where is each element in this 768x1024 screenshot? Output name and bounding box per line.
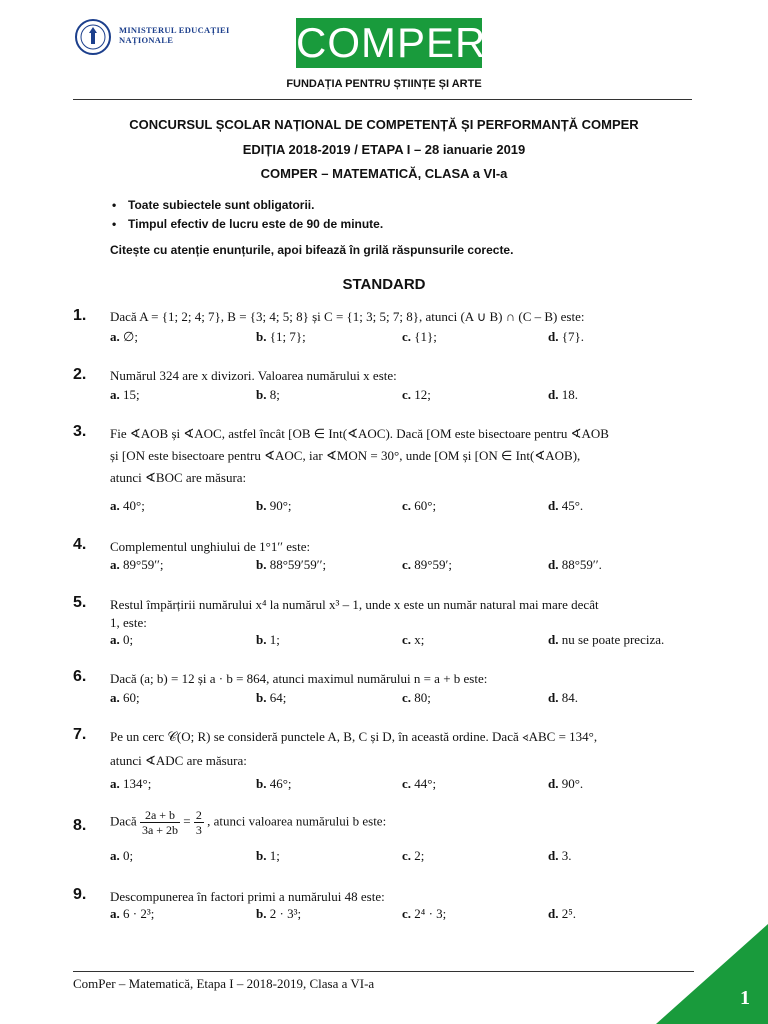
question-text: Dacă (a; b) = 12 și a · b = 864, atunci maximul numărului n = a + b este: (110, 671, 488, 686)
footer-text: ComPer – Matematică, Etapa I – 2018-2019, Clasa a VI-a (73, 976, 375, 991)
fraction-right (194, 808, 204, 837)
comper-logo (296, 18, 487, 68)
ministry-name-line2: NAȚIONALE (119, 35, 174, 45)
option-c[interactable]: c. x; (402, 632, 425, 647)
option-a[interactable]: a. 40°; (110, 498, 145, 513)
option-d[interactable]: d. nu se poate preciza. (548, 632, 665, 647)
header-divider (73, 99, 692, 100)
question-line: Fie ∢AOB și ∢AOC, astfel încât [OB ∈ Int(∢AOC). Dacă [OM este bisectoare pentru ∢AOB (110, 426, 609, 441)
question-line: Pe un cerc 𝒞(O; R) se consideră punctele A, B, C și D, în această ordine. Dacă ∢ABC = 134°, (110, 729, 598, 744)
option-b[interactable]: b. 64; (256, 690, 287, 705)
ministry-seal-icon (74, 18, 112, 56)
question-text (110, 726, 700, 772)
option-a[interactable]: a. 0; (110, 848, 134, 863)
fraction-numerator: 2a + b (140, 808, 180, 823)
option-a[interactable]: a. ∅; (110, 329, 138, 344)
question-line: 1, este: (110, 615, 147, 630)
question-text: Dacă A = {1; 2; 4; 7}, B = {3; 4; 5; 8} și C = {1; 3; 5; 7; 8}, atunci (A ∪ B) ∩ (C – B) este: (110, 309, 585, 324)
option-d[interactable]: d. 2⁵. (548, 906, 577, 921)
question-text (110, 423, 700, 489)
question-tail: , atunci valoarea numărului b este: (207, 813, 387, 829)
fraction-left (140, 808, 180, 837)
option-a[interactable]: a. 134°; (110, 776, 152, 791)
section-title: STANDARD (342, 276, 426, 293)
option-d[interactable]: d. 90°. (548, 776, 584, 791)
question-line: atunci ∢ADC are măsura: (110, 753, 247, 768)
ministry-name-line1: MINISTERUL EDUCAȚIEI (119, 25, 230, 35)
question-number: 4. (73, 536, 87, 553)
fraction-denominator: 3a + 2b (141, 823, 179, 837)
option-b[interactable]: b. 1; (256, 848, 280, 863)
page-number: 1 (740, 987, 750, 1009)
question-text (110, 594, 700, 634)
option-c[interactable]: c. 44°; (402, 776, 437, 791)
option-c[interactable]: c. {1}; (402, 329, 437, 344)
footer-divider (73, 971, 694, 972)
option-d[interactable]: d. 3. (548, 848, 572, 863)
option-a[interactable]: a. 15; (110, 387, 140, 402)
question-text: Descompunerea în factori primi a numărului 48 este: (110, 889, 385, 904)
question-number: 5. (73, 594, 87, 611)
option-c[interactable]: c. 12; (402, 387, 431, 402)
rule-item: • Toate subiectele sunt obligatorii. (112, 196, 383, 215)
option-b[interactable]: b. 2 · 3³; (256, 906, 302, 921)
question-lead: Dacă (110, 813, 137, 829)
option-c[interactable]: c. 80; (402, 690, 431, 705)
foundation-name: FUNDAȚIA PENTRU ȘTIINȚE ȘI ARTE (286, 78, 482, 90)
ministry-logo (74, 18, 234, 58)
question-text: Complementul unghiului de 1°1′′ este: (110, 539, 311, 554)
option-b[interactable]: b. 8; (256, 387, 280, 402)
fraction-denominator: 3 (195, 823, 202, 837)
option-d[interactable]: d. 88°59′′. (548, 557, 602, 572)
page-corner-triangle (656, 924, 768, 1024)
question-text (110, 808, 700, 837)
question-number: 1. (73, 307, 87, 324)
contest-title: CONCURSUL ȘCOLAR NAȚIONAL DE COMPETENȚĂ ȘI PERFORMANȚĂ COMPER (129, 117, 639, 132)
option-c[interactable]: c. 60°; (402, 498, 437, 513)
option-d[interactable]: d. 84. (548, 690, 578, 705)
option-b[interactable]: b. 90°; (256, 498, 292, 513)
question-number: 7. (73, 726, 87, 743)
option-a[interactable]: a. 89°59′′; (110, 557, 164, 572)
option-b[interactable]: b. {1; 7}; (256, 329, 306, 344)
option-c[interactable]: c. 89°59′; (402, 557, 452, 572)
logo-text: COMPER (296, 19, 487, 66)
option-a[interactable]: a. 0; (110, 632, 134, 647)
option-d[interactable]: d. {7}. (548, 329, 584, 344)
rule-item: • Timpul efectiv de lucru este de 90 de minute. (112, 215, 383, 234)
question-number: 2. (73, 366, 87, 383)
subject-title: COMPER – MATEMATICĂ, CLASA a VI-a (260, 166, 508, 181)
option-b[interactable]: b. 1; (256, 632, 280, 647)
edition-title: EDIȚIA 2018-2019 / ETAPA I – 28 ianuarie 2019 (242, 142, 526, 157)
fraction-numerator: 2 (195, 808, 202, 822)
equals-sign: = (183, 813, 191, 829)
option-c[interactable]: c. 2⁴ · 3; (402, 906, 447, 921)
question-line: și [ON este bisectoare pentru ∢AOC, iar ∢MON = 30°, unde [OM și [ON ∈ Int(∢AOB), (110, 448, 581, 463)
option-b[interactable]: b. 88°59′59′′; (256, 557, 327, 572)
option-d[interactable]: d. 18. (548, 387, 578, 402)
option-d[interactable]: d. 45°. (548, 498, 584, 513)
option-b[interactable]: b. 46°; (256, 776, 292, 791)
question-text: Numărul 324 are x divizori. Valoarea numărului x este: (110, 368, 397, 383)
option-c[interactable]: c. 2; (402, 848, 425, 863)
question-number: 6. (73, 668, 87, 685)
option-a[interactable]: a. 60; (110, 690, 140, 705)
question-line: atunci ∢BOC are măsura: (110, 470, 247, 485)
instructions: Citește cu atenție enunțurile, apoi bifează în grilă răspunsurile corecte. (110, 243, 514, 257)
option-a[interactable]: a. 6 · 2³; (110, 906, 155, 921)
question-number: 9. (73, 886, 87, 903)
question-number: 3. (73, 423, 87, 440)
question-number: 8. (73, 817, 87, 834)
rules-list (112, 196, 383, 234)
question-line: Restul împărțirii numărului x⁴ la numărul x³ – 1, unde x este un număr natural mai mare decât (110, 597, 599, 612)
